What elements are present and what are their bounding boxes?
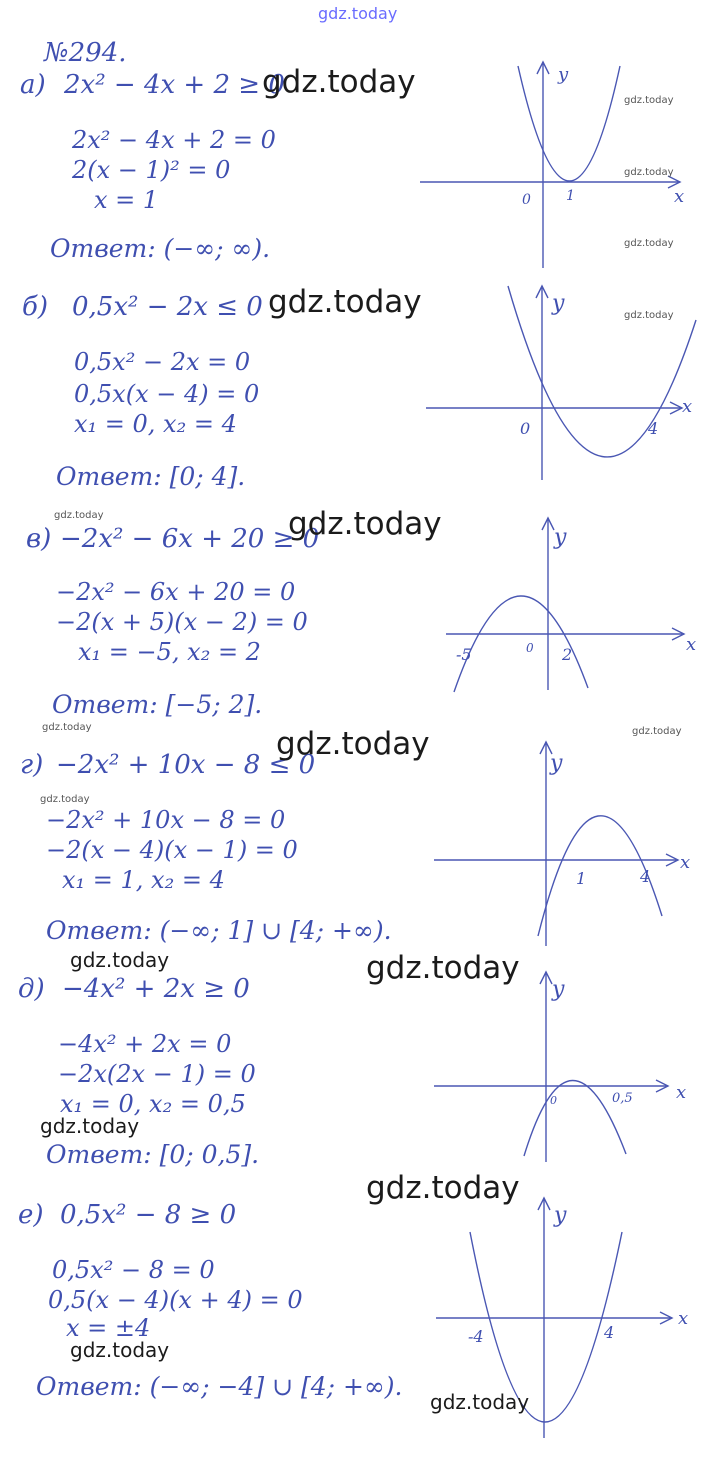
x-label: x — [676, 1082, 687, 1103]
answer: Ответ: [0; 0,5]. — [46, 1140, 260, 1169]
watermark: gdz.today — [430, 1390, 530, 1414]
inequality: 0,5x² − 2x ≤ 0 — [72, 292, 263, 322]
answer: Ответ: (−∞; −4] ∪ [4; +∞). — [36, 1372, 403, 1401]
part-label: а) — [20, 70, 46, 100]
parabola — [454, 596, 588, 692]
step: −2x² + 10x − 8 = 0 — [46, 806, 286, 834]
watermark-small: gdz.today — [624, 310, 674, 321]
tick-label: -4 — [468, 1327, 484, 1346]
step: 2x² − 4x + 2 = 0 — [72, 126, 276, 154]
y-label: y — [552, 291, 565, 316]
header-watermark: gdz.today — [318, 4, 398, 23]
watermark: gdz.today — [262, 64, 416, 100]
step: −2x² − 6x + 20 = 0 — [56, 578, 296, 606]
step: x = ±4 — [66, 1314, 151, 1342]
graph-d — [430, 736, 700, 948]
x-label: x — [678, 1308, 689, 1329]
origin-label: 0 — [520, 419, 531, 438]
answer: Ответ: (−∞; 1] ∪ [4; +∞). — [46, 916, 392, 945]
x-label: x — [680, 852, 691, 873]
part-label: е) — [18, 1200, 44, 1230]
inequality: 2x² − 4x + 2 ≥ 0 — [64, 70, 285, 100]
watermark: gdz.today — [366, 950, 520, 986]
tick-label: -5 — [456, 645, 472, 664]
x-label: x — [686, 634, 697, 655]
y-label: y — [554, 1203, 567, 1228]
inequality: −2x² + 10x − 8 ≤ 0 — [56, 750, 316, 780]
problem-number: №294. — [44, 38, 127, 68]
answer: Ответ: (−∞; ∞). — [50, 234, 271, 263]
parabola — [518, 66, 620, 181]
step: x₁ = 1, x₂ = 4 — [62, 866, 225, 894]
step: −2x(2x − 1) = 0 — [58, 1060, 256, 1088]
step: 0,5x² − 8 = 0 — [52, 1256, 215, 1284]
tick-label: 1 — [566, 188, 575, 204]
y-label: y — [554, 525, 567, 550]
watermark: gdz.today — [276, 726, 430, 762]
tick-label: 1 — [576, 869, 587, 888]
step: −2(x − 4)(x − 1) = 0 — [46, 836, 298, 864]
watermark: gdz.today — [40, 1114, 140, 1138]
y-label: y — [550, 751, 563, 776]
step: x₁ = −5, x₂ = 2 — [78, 638, 261, 666]
tick-label: 4 — [648, 419, 659, 438]
inequality: 0,5x² − 8 ≥ 0 — [60, 1200, 237, 1230]
watermark-small: gdz.today — [624, 238, 674, 249]
answer: Ответ: [−5; 2]. — [52, 690, 263, 719]
parabola — [524, 1080, 626, 1156]
step: x = 1 — [94, 186, 159, 214]
graph-e — [430, 966, 700, 1166]
part-label: д) — [18, 974, 45, 1004]
x-label: x — [674, 186, 685, 207]
watermark: gdz.today — [366, 1170, 520, 1206]
watermark-small: gdz.today — [624, 95, 674, 106]
inequality: −4x² + 2x ≥ 0 — [62, 974, 250, 1004]
part-label: в) — [26, 524, 52, 554]
origin-label: 0 — [550, 1094, 557, 1107]
step: −2(x + 5)(x − 2) = 0 — [56, 608, 308, 636]
watermark-small: gdz.today — [54, 510, 104, 521]
watermark: gdz.today — [70, 948, 170, 972]
watermark-small: gdz.today — [40, 794, 90, 805]
watermark: gdz.today — [268, 284, 422, 320]
x-label: x — [682, 396, 693, 417]
watermark: gdz.today — [288, 506, 442, 542]
watermark-small: gdz.today — [632, 726, 682, 737]
step: x₁ = 0, x₂ = 0,5 — [60, 1090, 246, 1118]
step: −4x² + 2x = 0 — [58, 1030, 232, 1058]
step: x₁ = 0, x₂ = 4 — [74, 410, 237, 438]
inequality: −2x² − 6x + 20 ≥ 0 — [60, 524, 320, 554]
tick-label: 2 — [562, 645, 573, 664]
step: 2(x − 1)² = 0 — [72, 156, 231, 184]
step: 0,5x² − 2x = 0 — [74, 348, 251, 376]
y-label: y — [552, 977, 565, 1002]
part-label: б) — [22, 292, 49, 322]
graph-c — [440, 512, 705, 694]
step: 0,5x(x − 4) = 0 — [74, 380, 260, 408]
watermark-small: gdz.today — [624, 167, 674, 178]
watermark-small: gdz.today — [42, 722, 92, 733]
watermark: gdz.today — [70, 1338, 170, 1362]
tick-label: 4 — [604, 1323, 615, 1342]
tick-label: 4 — [640, 867, 651, 886]
step: 0,5(x − 4)(x + 4) = 0 — [48, 1286, 303, 1314]
origin-label: 0 — [526, 641, 534, 655]
answer: Ответ: [0; 4]. — [56, 462, 246, 491]
y-label: y — [558, 64, 569, 85]
tick-label: 0,5 — [612, 1091, 633, 1106]
origin-label: 0 — [522, 192, 531, 208]
part-label: г) — [20, 750, 44, 780]
